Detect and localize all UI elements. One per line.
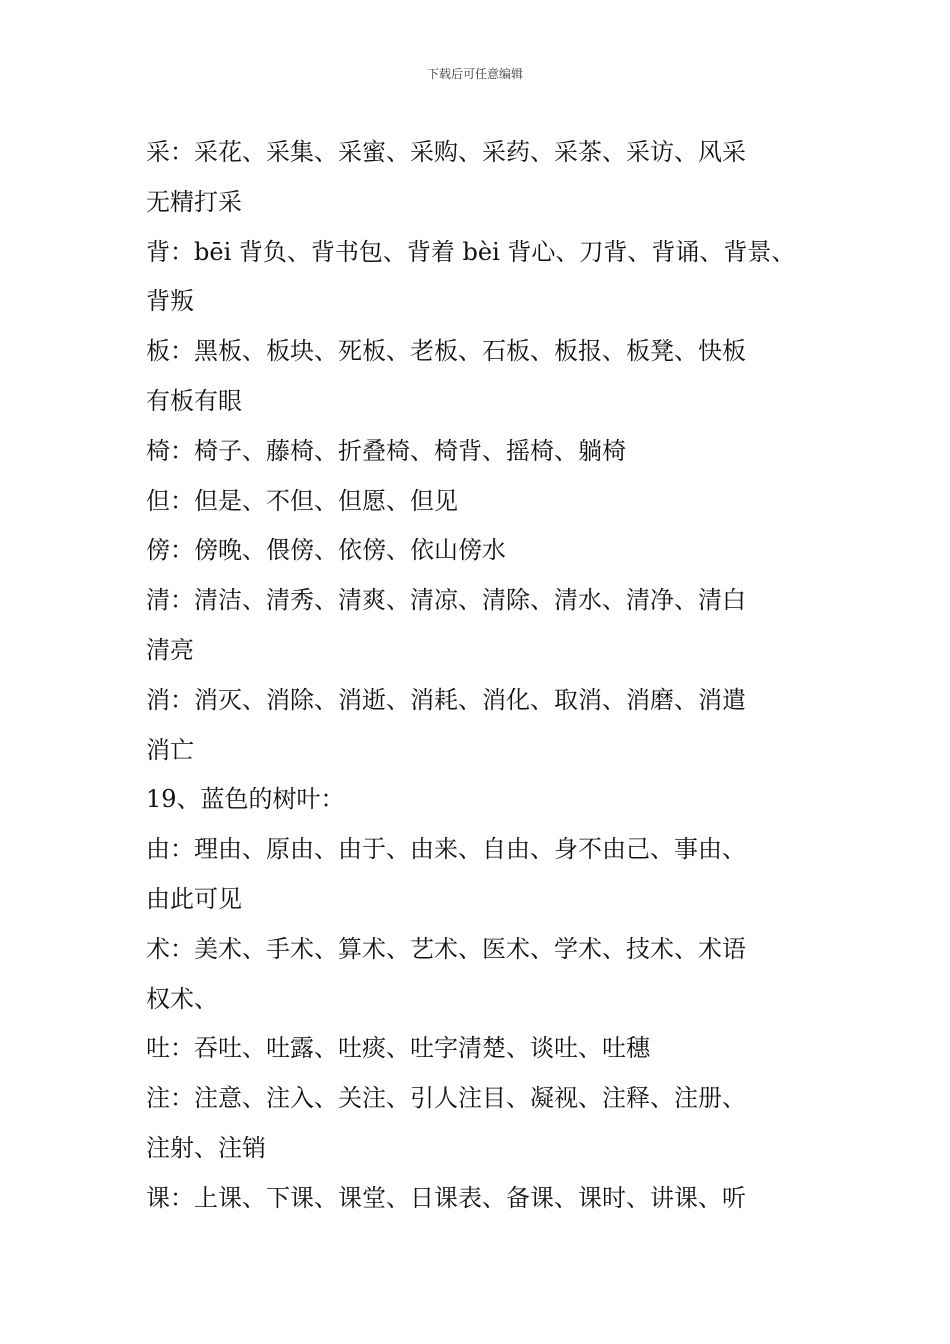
text-line: 由：理由、原由、由于、由来、自由、身不由己、事由、 bbox=[146, 835, 746, 864]
text-line: 板：黑板、板块、死板、老板、石板、板报、板凳、快板 bbox=[146, 337, 746, 366]
document-body bbox=[146, 128, 836, 1224]
text-line: 背：bēi 背负、背书包、背着 bèi 背心、刀背、背诵、背景、 bbox=[146, 237, 796, 266]
text-line: 注：注意、注入、关注、引人注目、凝视、注释、注册、 bbox=[146, 1084, 746, 1113]
page-header: 下载后可任意编辑 bbox=[426, 67, 523, 81]
text-line: 有板有眼 bbox=[146, 386, 242, 415]
text-line: 但：但是、不但、但愿、但见 bbox=[146, 486, 458, 515]
text-line: 由此可见 bbox=[146, 884, 242, 913]
text-line: 傍：傍晚、偎傍、依傍、依山傍水 bbox=[146, 536, 506, 565]
text-line: 权术、 bbox=[146, 984, 218, 1013]
text-line: 清：清洁、清秀、清爽、清凉、清除、清水、清净、清白 bbox=[146, 586, 746, 615]
text-line: 消亡 bbox=[146, 735, 194, 764]
text-line: 采：采花、采集、采蜜、采购、采药、采茶、采访、风采 bbox=[146, 138, 746, 166]
text-line: 椅：椅子、藤椅、折叠椅、椅背、摇椅、躺椅 bbox=[146, 436, 626, 465]
text-line: 注射、注销 bbox=[146, 1133, 266, 1162]
text-line: 无精打采 bbox=[146, 187, 242, 216]
section-heading: 19、蓝色的树叶： bbox=[146, 785, 345, 814]
text-line: 消：消灭、消除、消逝、消耗、消化、取消、消磨、消遣 bbox=[146, 685, 746, 714]
text-line: 背叛 bbox=[146, 287, 194, 316]
text-line: 术：美术、手术、算术、艺术、医术、学术、技术、术语 bbox=[146, 934, 746, 963]
text-line: 清亮 bbox=[146, 635, 194, 664]
text-line: 吐：吞吐、吐露、吐痰、吐字清楚、谈吐、吐穗 bbox=[146, 1034, 650, 1063]
text-line: 课：上课、下课、课堂、日课表、备课、课时、讲课、听 bbox=[146, 1183, 746, 1212]
